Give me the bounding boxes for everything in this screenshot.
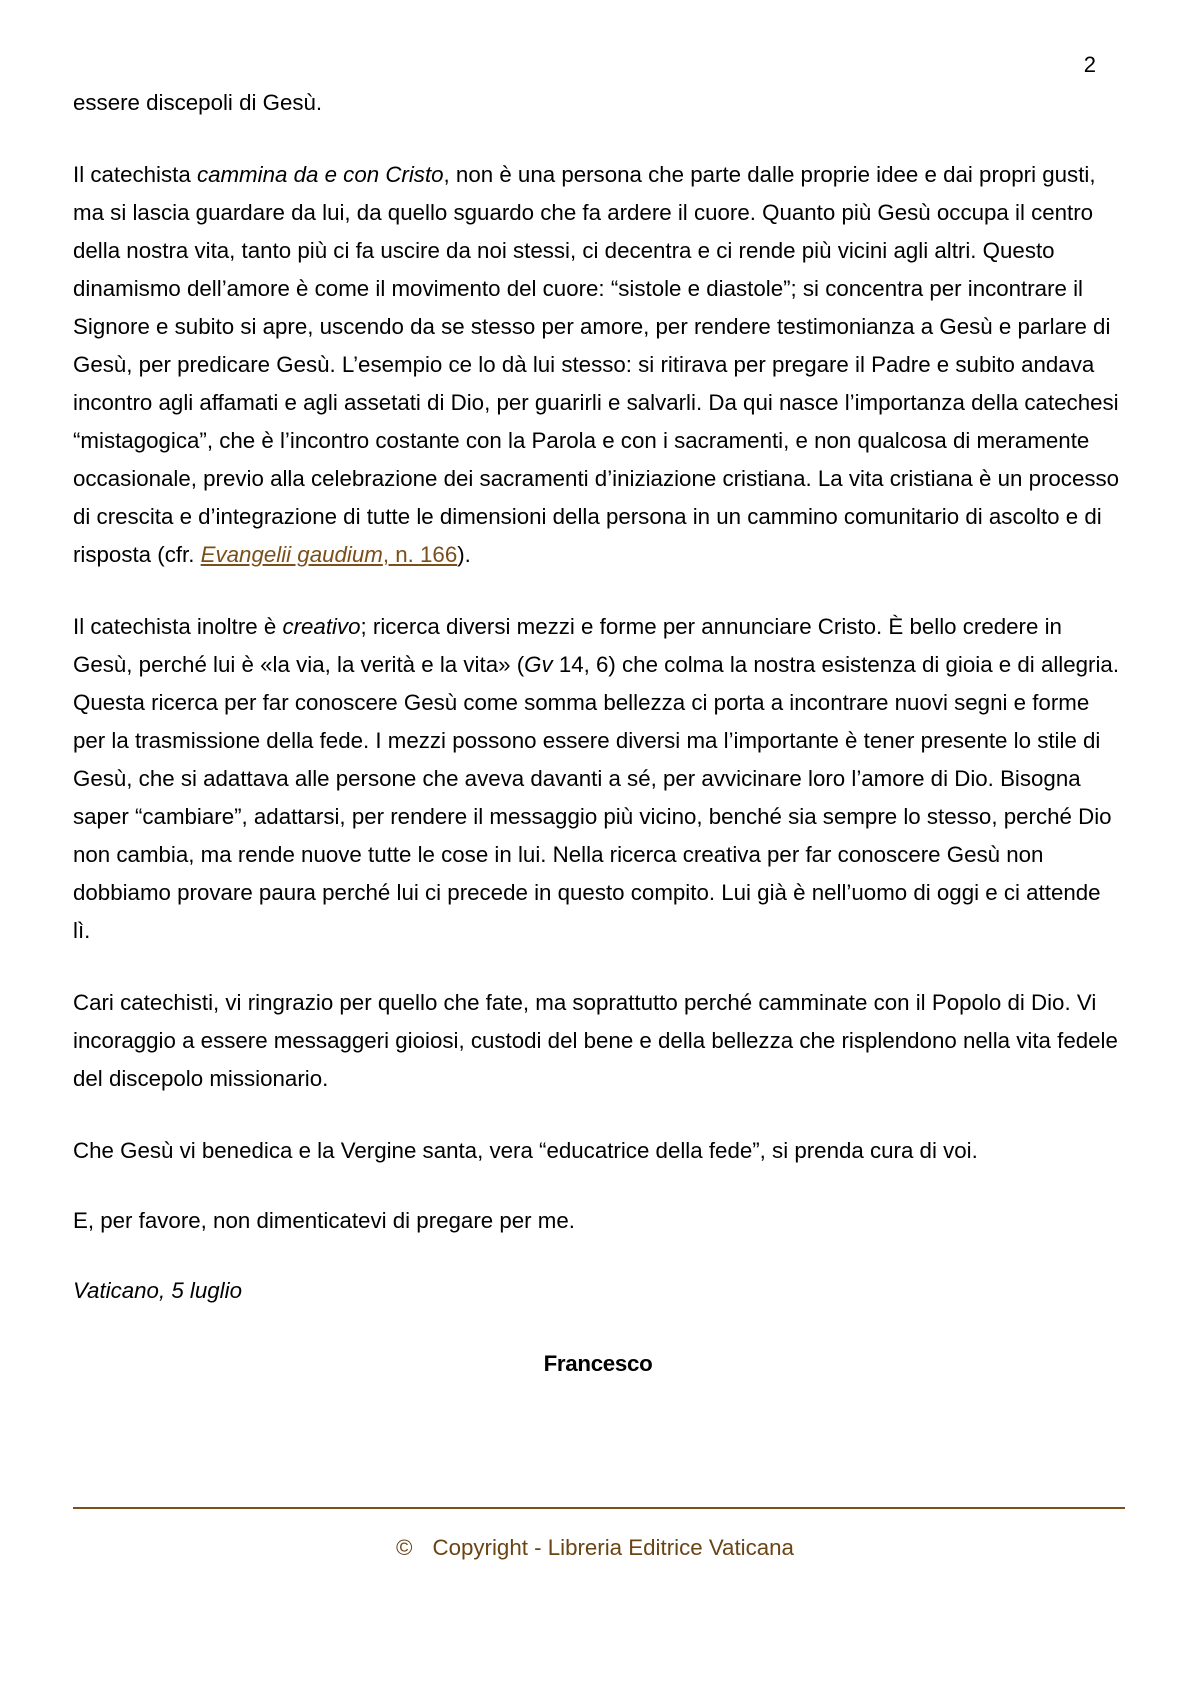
text: ; ricerca diversi mezzi e forme per annunciare Cristo. È bello credere in Gesù, perché lui è «la via, la verità e la vita» ( [73, 614, 1062, 677]
paragraph-prayer-request: E, per favore, non dimenticatevi di pregare per me. [73, 1208, 575, 1233]
signature: Francesco [543, 1351, 653, 1376]
paragraph-creativo [73, 608, 1123, 950]
text: ). [457, 542, 471, 567]
copyright-footer [0, 1532, 1190, 1564]
paragraph-cammina [73, 156, 1123, 574]
paragraph-blessing: Che Gesù vi benedica e la Vergine santa, vera “educatrice della fede”, si prenda cura di voi. [73, 1138, 978, 1163]
text: 14, 6) che colma la nostra esistenza di gioia e di allegria. Questa ricerca per far conoscere Gesù come somma bellezza ci porta a incontrare nuovi segni e forme per la trasmissione della fede. I mezzi possono essere diversi ma l’importante è tener presente lo stile di Gesù, che si adattava alle persone che aveva davanti a sé, per avvicinare loro l’amore di Dio. Bisogna saper “cambiare”, adattarsi, per rendere il messaggio più vicino, benché sia sempre lo stesso, perché Dio non cambia, ma rende nuove tutte le cose in lui. Nella ricerca creativa per far conoscere Gesù non dobbiamo provare paura perché lui ci precede in questo compito. Lui già è nell’uomo di oggi e ci attende lì. [73, 652, 1120, 943]
text: Il catechista [73, 162, 197, 187]
page-number: 2 [1083, 52, 1096, 77]
copyright-icon: © [396, 1535, 413, 1560]
link-title: Evangelii gaudium [200, 542, 383, 567]
dateline: Vaticano, 5 luglio [73, 1278, 242, 1303]
document-body [73, 84, 1123, 1383]
copyright-text: Copyright - Libreria Editrice Vaticana [432, 1535, 794, 1560]
citation-book: Gv [524, 652, 553, 677]
emphasis: creativo [282, 614, 361, 639]
link-reference: , n. 166 [382, 542, 458, 567]
emphasis: cammina da e con Cristo [196, 162, 444, 187]
paragraph-thanks: Cari catechisti, vi ringrazio per quello che fate, ma soprattutto perché camminate con il Popolo di Dio. Vi incoraggio a essere messaggeri gioiosi, custodi del bene e della bellezza che risplendono nella vita fedele del discepolo missionario. [73, 990, 1118, 1091]
paragraph-continuation: essere discepoli di Gesù. [73, 90, 323, 115]
footer-divider [73, 1507, 1125, 1509]
text: , non è una persona che parte dalle proprie idee e dai propri gusti, ma si lascia guardare da lui, da quello sguardo che fa ardere il cuore. Quanto più Gesù occupa il centro della nostra vita, tanto più ci fa uscire da noi stessi, ci decentra e ci rende più vicini agli altri. Questo dinamismo dell’amore è come il movimento del cuore: “sistole e diastole”; si concentra per incontrare il Signore e subito si apre, uscendo da se stesso per amore, per rendere testimonianza a Gesù e parlare di Gesù, per predicare Gesù. L’esempio ce lo dà lui stesso: si ritirava per pregare il Padre e subito andava incontro agli affamati e agli assetati di Dio, per guarirli e salvarli. Da qui nasce l’importanza della catechesi “mistagogica”, che è l’incontro costante con la Parola e con i sacramenti, e non qualcosa di meramente occasionale, previo alla celebrazione dei sacramenti d’iniziazione cristiana. La vita cristiana è un processo di crescita e d’integrazione di tutte le dimensioni della persona in un cammino comunitario di ascolto e di risposta (cfr. [73, 162, 1120, 567]
evangelii-gaudium-link[interactable] [201, 542, 458, 567]
text: Il catechista inoltre è [73, 614, 283, 639]
